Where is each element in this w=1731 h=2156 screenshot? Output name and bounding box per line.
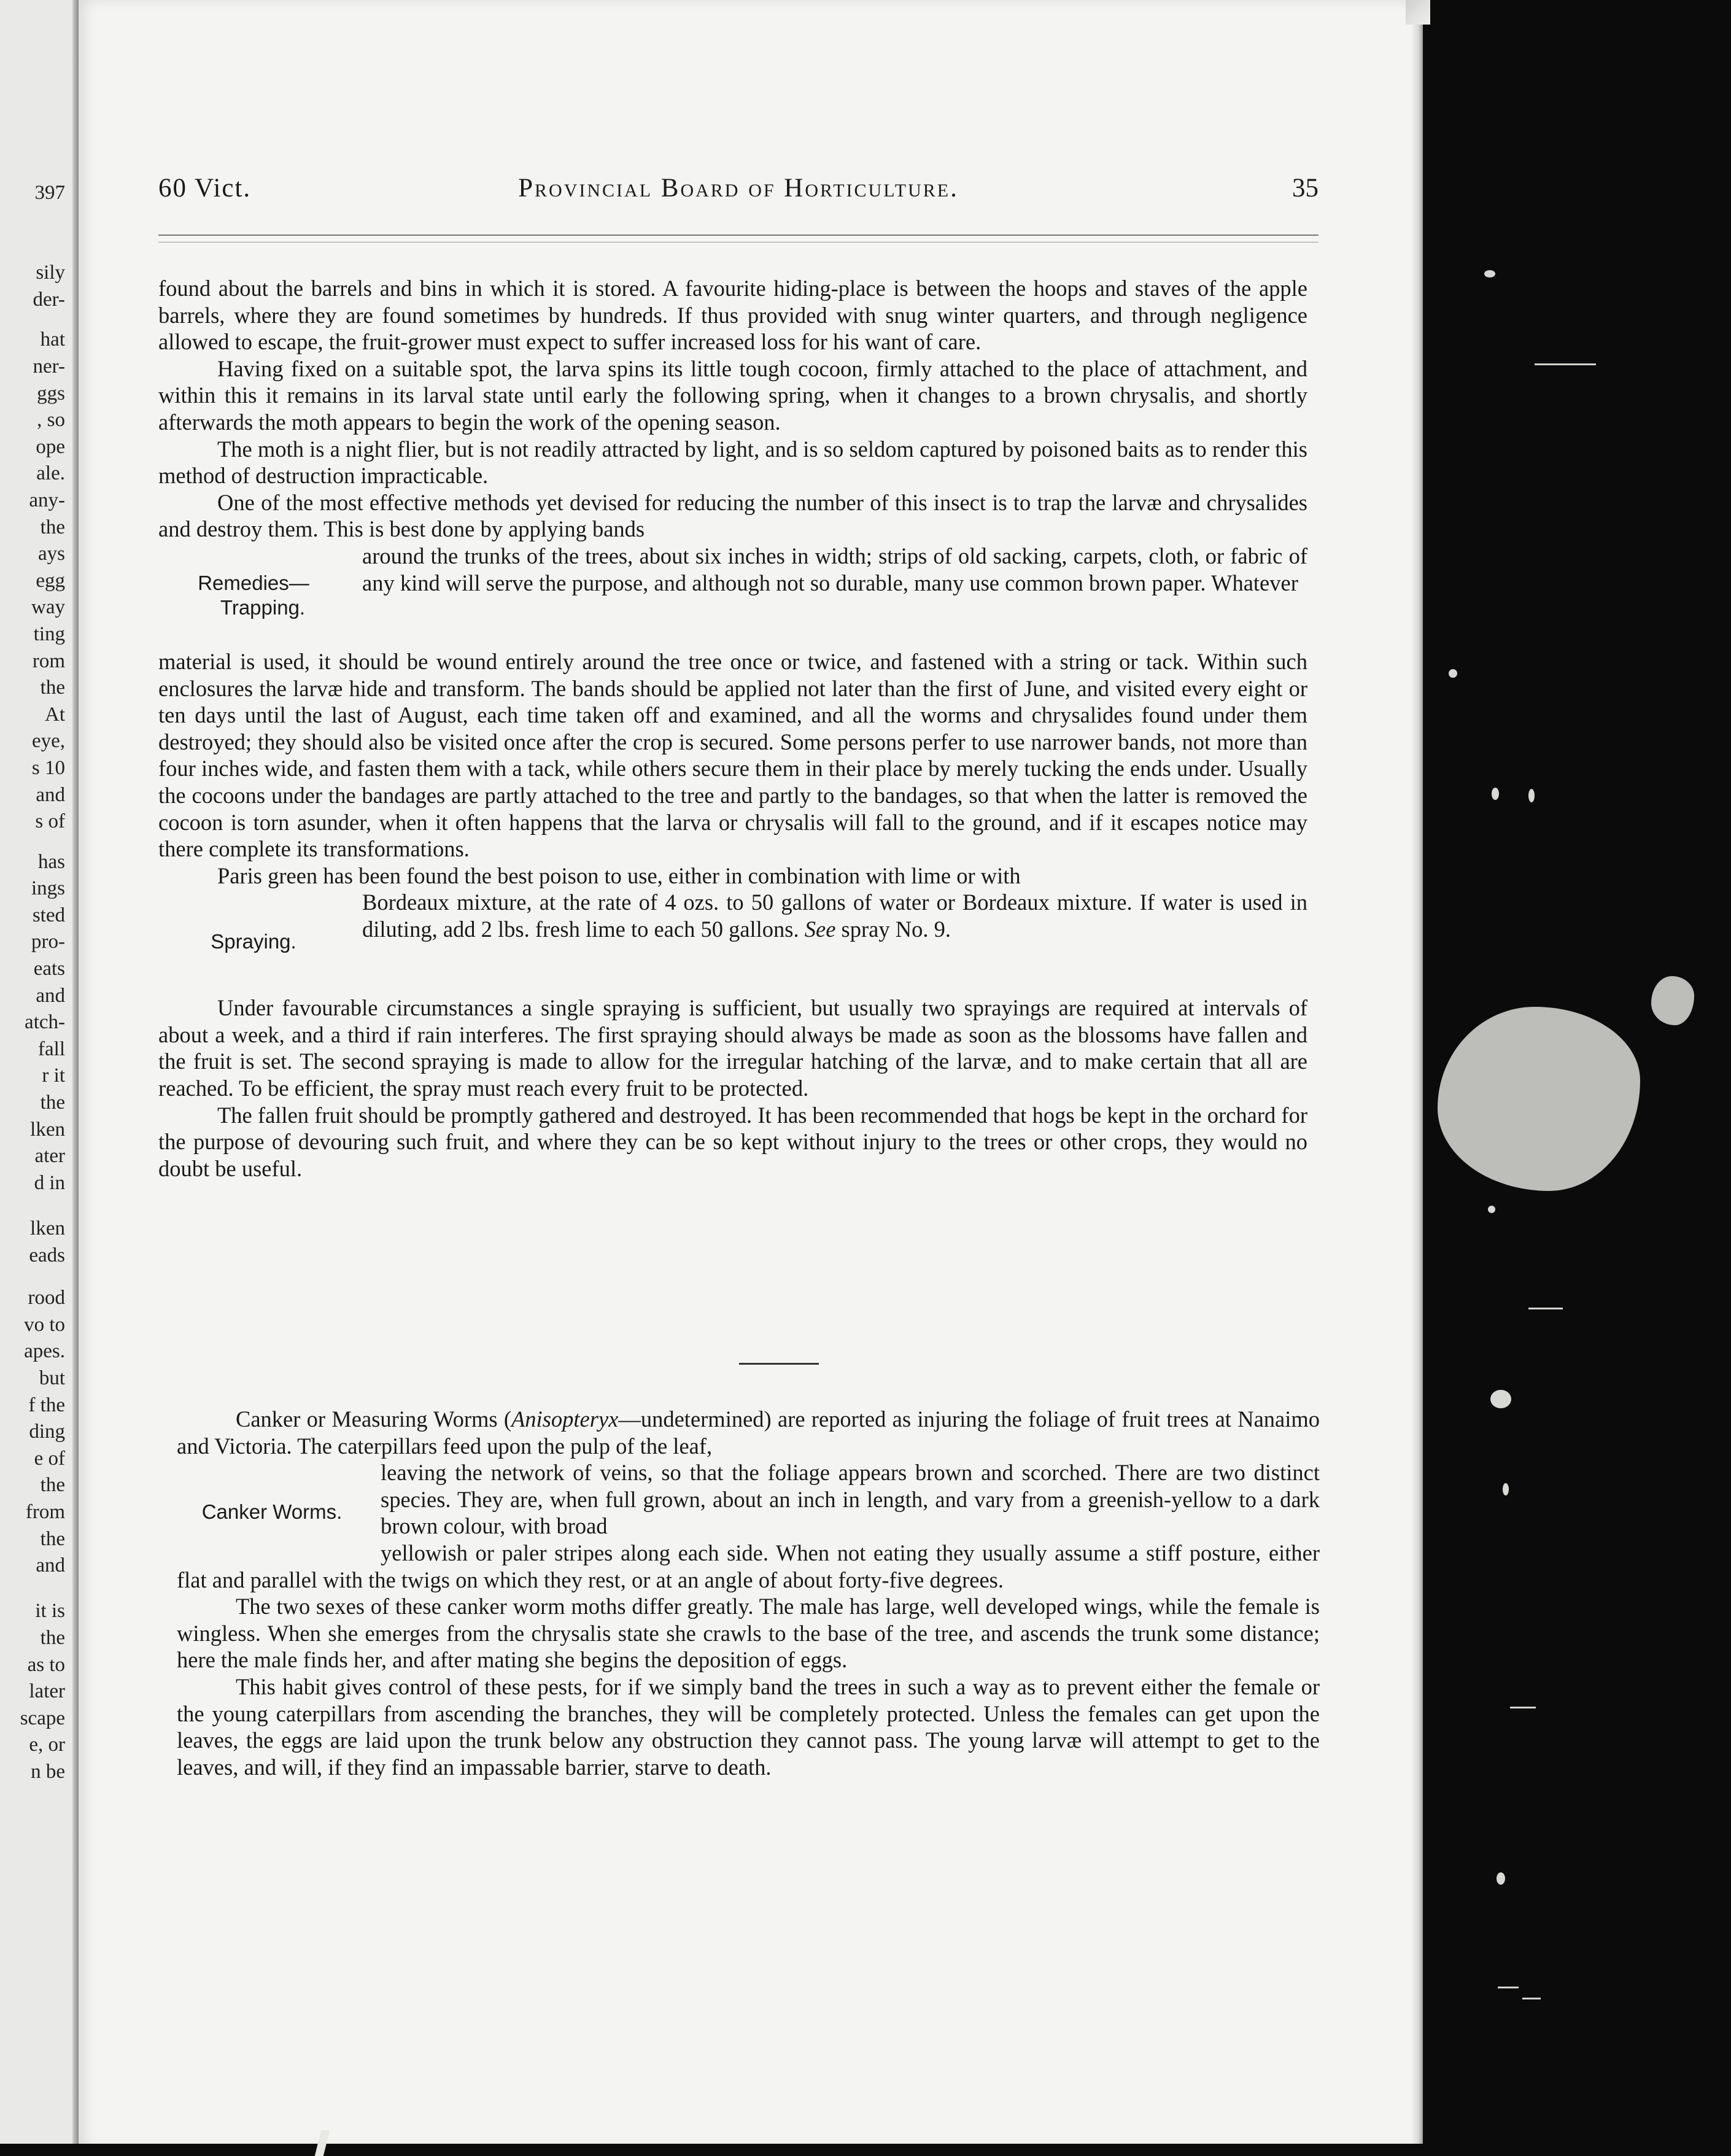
left-page-fragment: rood <box>28 1287 65 1309</box>
dash-mark <box>1528 1308 1563 1309</box>
left-page-fragment: apes. <box>24 1340 65 1362</box>
left-page-fragment: ner- <box>33 355 65 378</box>
left-page-fragment: and <box>36 1554 65 1576</box>
paragraph-canker-control: This habit gives control of these pests, for if we simply band the trees in such a way as to prevent either the female or the young caterpillars from ascending the branches, they will be completely protected. Unless the females can get upon the leaves, the eggs are laid upon the trunk below any obstruction they cannot pass. The young larvæ will attempt to get to the leaves, and will, if they find an impassable barrier, starve to death. <box>177 1673 1320 1780</box>
left-page-fragment: ater <box>34 1145 65 1167</box>
canker-intro-a: Canker or Measuring Worms ( <box>236 1406 512 1432</box>
left-page-fragment: the <box>40 1528 65 1550</box>
codling-moth-section <box>158 275 1307 1182</box>
trapping-lead-text: One of the most effective methods yet devised for reducing the number of this insect is to trap the larvæ and chrysalides and destroy them. This is best done by applying bands <box>158 489 1307 542</box>
left-facing-page <box>0 0 79 2156</box>
left-page-fragment: sily <box>36 262 65 284</box>
canker-side-text: leaving the network of veins, so that the foliage appears brown and scorched. There are two distinct species. They are, when full grown, about an inch in length, and vary from a greenish-yellow to a dark brown colour, with broad <box>381 1460 1320 1539</box>
paris-green-lead-text: Paris green has been found the best poison to use, either in combination with lime or with <box>217 863 1021 888</box>
side-note-canker-worms: Canker Worms. <box>201 1500 343 1524</box>
left-page-fragment: egg <box>36 570 65 592</box>
left-page-fragment: the <box>40 516 65 538</box>
section-divider <box>739 1363 819 1365</box>
speck <box>1492 788 1499 800</box>
left-page-fragment: ale. <box>36 462 65 484</box>
left-page-fragment: lken <box>30 1217 65 1239</box>
page-35 <box>79 0 1422 2149</box>
left-page-fragment: and <box>36 985 65 1007</box>
left-page-fragment: e, or <box>29 1734 65 1756</box>
canker-worm-section <box>177 1406 1320 1780</box>
speck <box>1497 1872 1505 1885</box>
left-page-fragment: At <box>45 704 65 726</box>
left-page-fragment: ays <box>38 543 65 565</box>
paragraph-paris-green <box>158 863 1307 890</box>
left-page-fragment: e of <box>34 1448 65 1470</box>
left-page-fragment: ings <box>31 877 65 899</box>
trapping-side-text: around the trunks of the trees, about six inches in width; strips of old sacking, carpets, cloth, or fabric of any kind will serve the purpose, and although not so durable, many use common brown paper. Whatever <box>362 543 1307 595</box>
canker-intro-b: —undetermined) are reported as injuring the foliage of fruit trees at Nanaimo and Victoria. The caterpillars feed upon the pulp of the leaf, <box>177 1406 1320 1459</box>
left-page-fragment: r it <box>42 1064 65 1087</box>
left-page-fragment: ope <box>36 436 65 458</box>
left-page-fragment: later <box>29 1680 65 1702</box>
left-page-fragment: the <box>40 1092 65 1114</box>
bottom-background <box>0 2144 1424 2156</box>
paragraph-trapping <box>158 489 1307 543</box>
side-note-trapping: Trapping. <box>220 595 306 619</box>
left-page-fragment: , so <box>37 409 65 431</box>
left-page-fragment: ting <box>33 623 65 645</box>
running-title: Provincial Board of Horticulture. <box>518 174 959 203</box>
paper-fragment-small <box>1651 976 1694 1025</box>
left-page-fragment: n be <box>31 1761 65 1783</box>
side-note-spraying-box <box>158 889 349 995</box>
paragraph-moth: The moth is a night flier, but is not readily attracted by light, and is so seldom captured by poisoned baits as to render this method of destruction impracticable. <box>158 436 1307 489</box>
left-page-fragment: any- <box>29 489 65 511</box>
left-page-fragment: the <box>40 1627 65 1649</box>
left-page-fragment: pro- <box>31 931 65 953</box>
left-page-fragment: s of <box>35 810 65 832</box>
dash-mark <box>1510 1707 1536 1708</box>
dash-mark <box>1522 1998 1541 1999</box>
left-page-fragment: lken <box>30 1119 65 1141</box>
left-page-fragment: from <box>25 1501 65 1523</box>
paragraph-spraying-schedule: Under favourable circumstances a single spraying is sufficient, but usually two sprayings are required at intervals of about a week, and a third if rain interferes. The first spraying should always be made as soon as the blossoms have fallen and the fruit is set. The second spraying is made to allow for the irregular hatching of the larvæ, and to make certain that all are reached. To be efficient, the spray must reach every fruit to be protected. <box>158 995 1307 1101</box>
left-page-fragment: hat <box>40 328 65 351</box>
paragraph-canker-sexes: The two sexes of these canker worm moths differ greatly. The male has large, well developed wings, while the female is wingless. When she emerges from the chrysalis state she crawls to the base of the tree, and ascends the trunk some distance; here the male finds her, and after mating she begins the deposition of eggs. <box>177 1594 1320 1673</box>
left-page-fragment: the <box>40 677 65 699</box>
paragraph-canker-intro <box>177 1406 1320 1459</box>
left-page-fragment: vo to <box>24 1314 65 1336</box>
side-note-canker-box <box>177 1459 367 1565</box>
left-page-fragment: and <box>36 784 65 806</box>
left-page-fragment: eats <box>33 958 65 980</box>
left-page-fragment: ggs <box>37 382 65 405</box>
speck <box>1488 1206 1495 1213</box>
page-edge <box>1412 0 1423 2149</box>
left-page-fragment: atch- <box>25 1011 65 1033</box>
left-page-fragment: rom <box>32 650 65 672</box>
left-page-text-fragments <box>0 0 65 2156</box>
left-page-fragment: as to <box>27 1654 65 1676</box>
header-rule <box>158 235 1319 236</box>
left-page-fragment: der- <box>33 289 65 311</box>
left-page-fragment: eads <box>29 1244 65 1266</box>
session-label: 60 Vict. <box>158 174 252 203</box>
left-page-fragment: but <box>39 1367 65 1389</box>
paragraph-fallen-fruit: The fallen fruit should be promptly gathered and destroyed. It has been recommended that hogs be kept in the orchard for the purpose of devouring such fruit, and where they can be so kept without injury to the trees or other crops, they would no doubt be useful. <box>158 1102 1307 1181</box>
left-page-fragment: sted <box>32 904 65 926</box>
scanner-background <box>1424 0 1731 2156</box>
dash-mark <box>1535 363 1596 365</box>
left-page-fragment: has <box>38 851 65 873</box>
left-page-fragment: scape <box>20 1707 65 1729</box>
left-page-fragment: d in <box>34 1172 65 1194</box>
side-note-remedies-trapping <box>158 543 349 648</box>
speck <box>1490 1390 1511 1408</box>
paragraph-storage: found about the barrels and bins in which it is stored. A favourite hiding-place is between the hoops and staves of the apple barrels, where they are found sometimes by hundreds. If thus provided with snug winter quarters, and through negligence allowed to escape, the fruit-grower must expect to suffer increased loss for his want of care. <box>158 276 1307 355</box>
left-page-fragment: ding <box>29 1421 65 1443</box>
speck <box>1503 1483 1509 1495</box>
paris-green-mixture-text: Bordeaux mixture, at the rate of 4 ozs. to 50 gallons of water or Bordeaux mixture. If water is used in diluting, add 2 lbs. fresh lime to each 50 gallons. <box>362 890 1307 942</box>
see-reference: See <box>804 916 836 942</box>
page-number: 35 <box>1292 174 1319 203</box>
side-note-spraying: Spraying. <box>211 930 296 953</box>
left-page-fragment: the <box>40 1474 65 1496</box>
paper-fragment <box>1438 1007 1640 1191</box>
canker-rest-text: yellowish or paler stripes along each side. When not eating they usually assume a stiff posture, either flat and parallel with the twigs on which they rest, or at an angle of about forty-five degrees. <box>177 1540 1320 1592</box>
left-page-fragment: f the <box>28 1394 65 1416</box>
book-gutter <box>72 0 79 2156</box>
running-header <box>158 173 1319 210</box>
trapping-rest-text: material is used, it should be wound entirely around the tree once or twice, and fastened with a string or tack. Within such enclosures the larvæ hide and transform. The bands should be applied not later than the first of June, and visited every eight or ten days until the last of August, each time taken off and examined, and all the worms and chrysalides found under them destroyed; they should also be visited once after the crop is secured. Some persons perfer to use narrower bands, not more than four inches wide, and fasten them with a tack, while others secure them in their place by merely tucking the ends under. Usually the cocoons under the bandages are partly attached to the tree and partly to the bandages, so that when the latter is removed the cocoon is torn asunder, when it often happens that the larva or chrysalis will fall to the ground, and if it escapes notice may there complete its transformations. <box>158 648 1307 862</box>
left-page-fragment: s 10 <box>31 757 65 779</box>
speck <box>1449 669 1457 678</box>
left-page-fragment: 397 <box>34 182 65 204</box>
left-page-fragment: eye, <box>31 730 65 752</box>
speck <box>1484 270 1495 277</box>
left-page-fragment: fall <box>38 1038 65 1060</box>
speck <box>1528 789 1535 802</box>
species-name: Anisopteryx <box>511 1406 619 1432</box>
dash-mark <box>1498 1987 1519 1988</box>
side-note-remedies: Remedies— <box>198 571 309 594</box>
left-page-fragment: way <box>31 596 65 618</box>
left-page-fragment: it is <box>35 1600 65 1622</box>
paragraph-cocoon: Having fixed on a suitable spot, the larva spins its little tough cocoon, firmly attached to the place of attachment, and within this it remains in its larval state until early the following spring, when it changes to a brown chrysalis, and shortly afterwards the moth appears to begin the work of the opening season. <box>158 355 1307 435</box>
spray-reference: spray No. 9. <box>841 916 951 942</box>
